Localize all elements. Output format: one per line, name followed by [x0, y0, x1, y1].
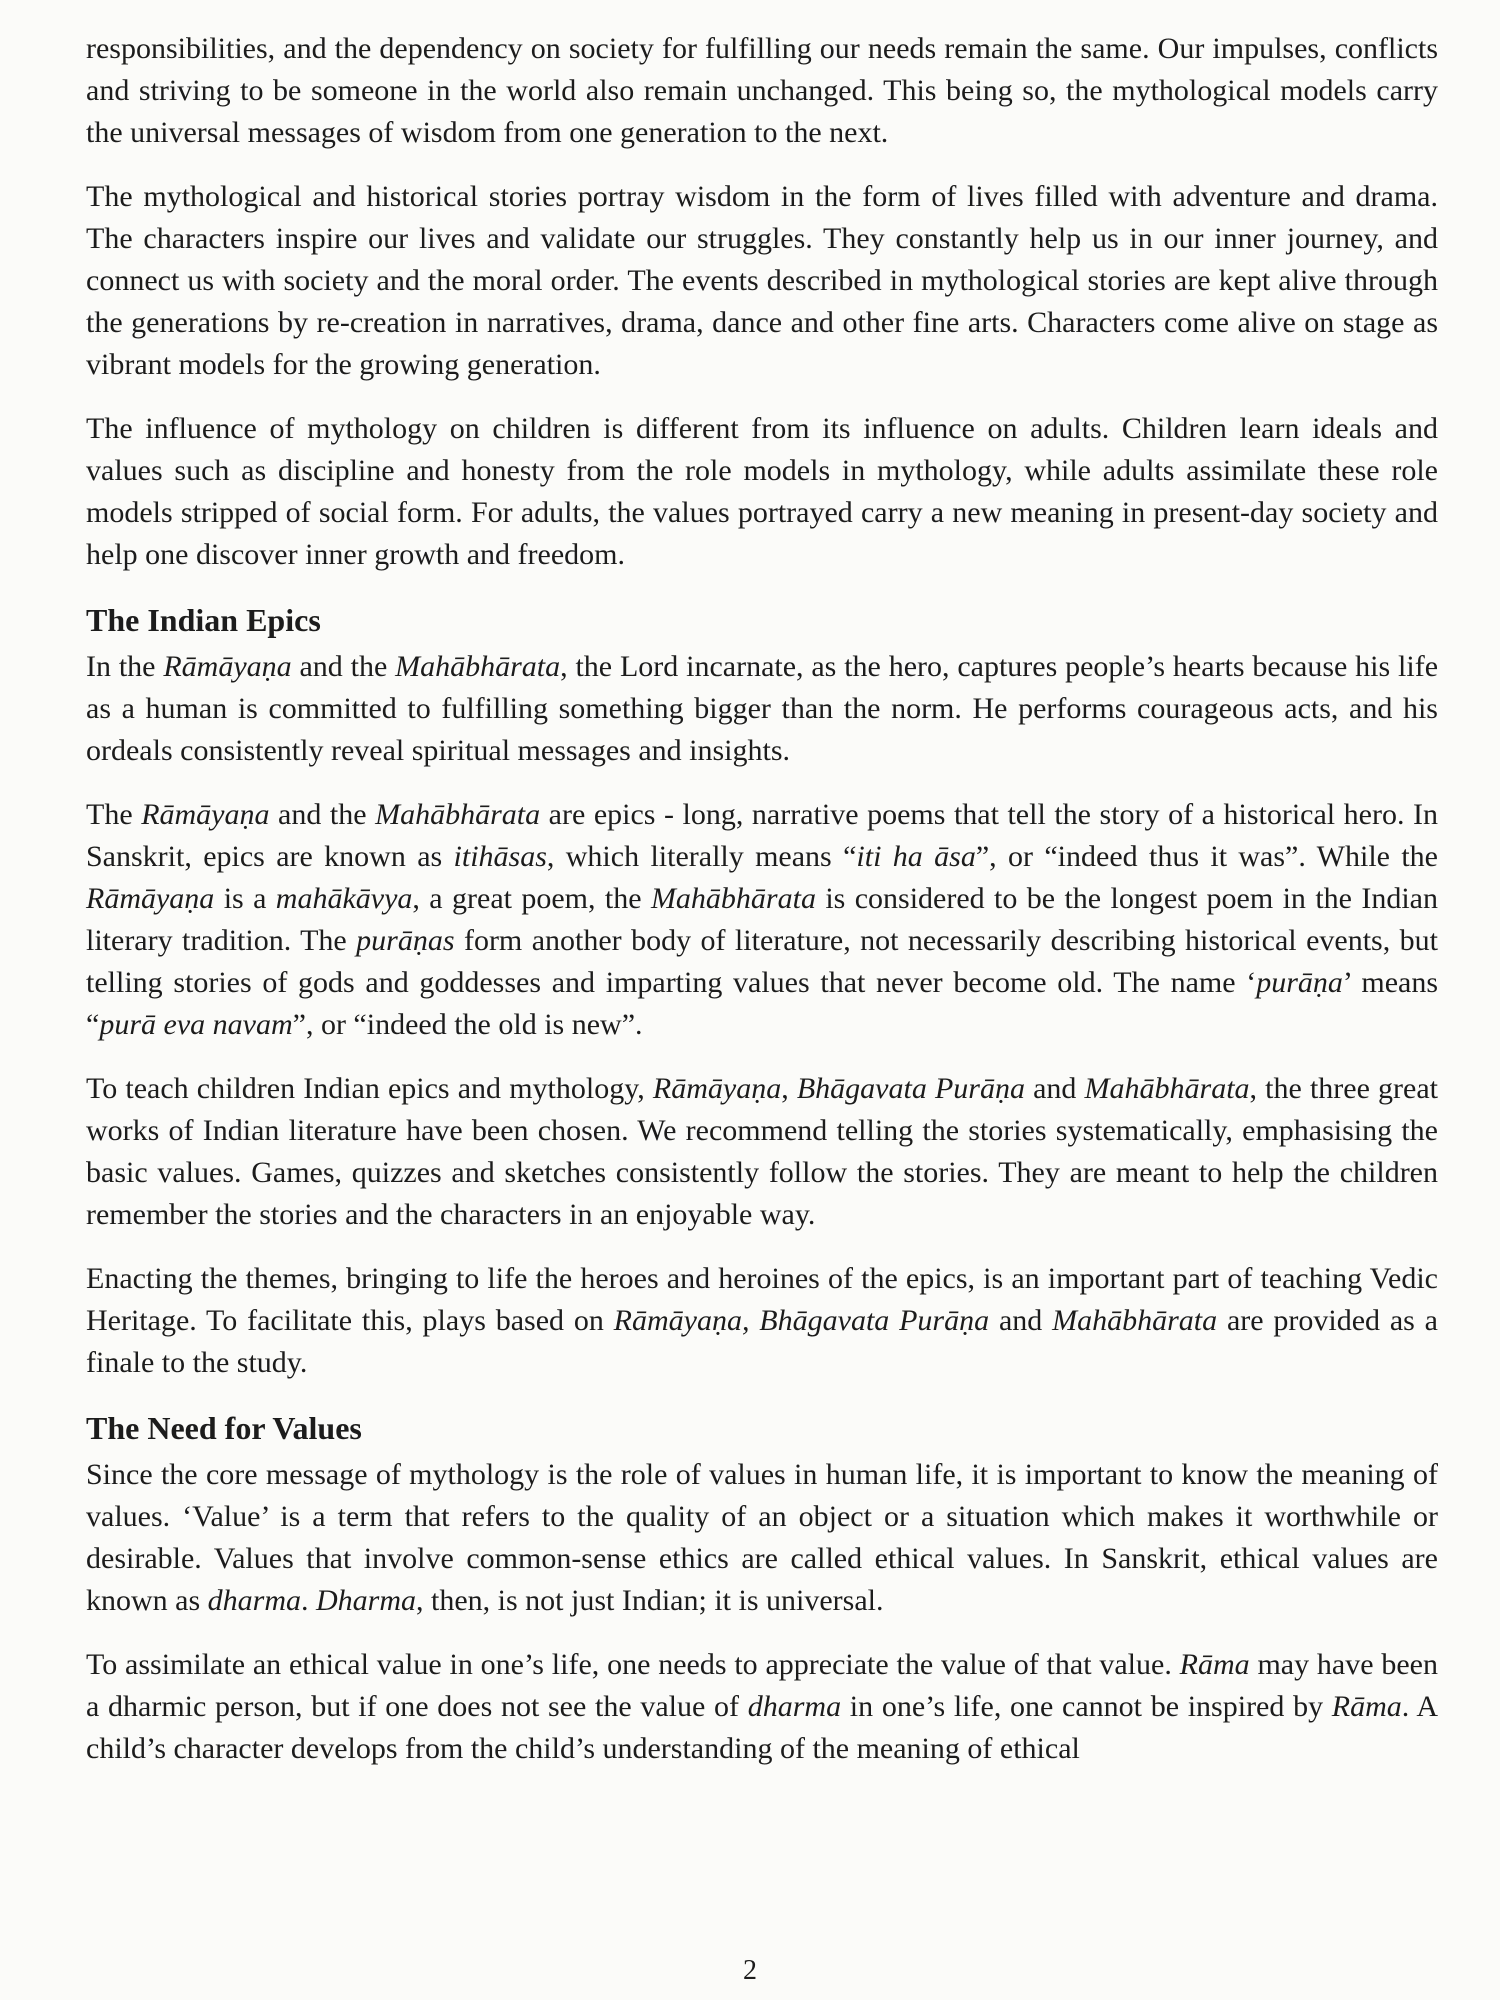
paragraph-4: In the Rāmāyaṇa and the Mahābhārata, the Lord incarnate, as the hero, captures people’s hearts because his life as a human is committed to fulfilling something bigger than the norm. He performs courageous acts, and his ordeals consistently reveal spiritual messages and insights. — [86, 650, 1439, 767]
paragraph-3: The influence of mythology on children is different from its influence on adults. Children learn ideals and values such as discipline and honesty from the role models in mythology, while adults assimilate these role models stripped of social form. For adults, the values portrayed carry a new meaning in present-day society and help one discover inner growth and freedom. — [86, 412, 1438, 571]
paragraph-9: To assimilate an ethical value in one’s life, one needs to appreciate the value of that value. Rāma may have been a dharmic person, but if one does not see the value of dharma in one’s life, one cannot be inspired by Rāma. A child’s character develops from the child’s understanding of the meaning of ethical — [86, 1648, 1438, 1765]
paragraph-7: Enacting the themes, bringing to life the heroes and heroines of the epics, is an important part of teaching Vedic Heritage. To facilitate this, plays based on Rāmāyaṇa, Bhāgavata Purāṇa and Mahābhārata are provided as a finale to the study. — [86, 1262, 1438, 1379]
document-page — [86, 28, 1438, 1792]
paragraph-6: To teach children Indian epics and mythology, Rāmāyaṇa, Bhāgavata Purāṇa and Mahābhārata, the three great works of Indian literature have been chosen. We recommend telling the stories systematically, emphasising the basic values. Games, quizzes and sketches consistently follow the stories. They are meant to help the children remember the stories and the characters in an enjoyable way. — [86, 1072, 1439, 1231]
paragraph-5: The Rāmāyaṇa and the Mahābhārata are epics - long, narrative poems that tell the story of a historical hero. In Sanskrit, epics are known as itihāsas, which literally means “iti ha āsa”, or “indeed thus it was”. While the Rāmāyaṇa is a mahākāvya, a great poem, the Mahābhārata is considered to be the longest poem in the Indian literary tradition. The purāṇas form another body of literature, not necessarily describing historical events, but telling stories of gods and goddesses and imparting values that never become old. The name ‘purāṇa’ means “purā eva navam”, or “indeed the old is new”. — [86, 798, 1439, 1041]
paragraph-2: The mythological and historical stories portray wisdom in the form of lives filled with adventure and drama. The characters inspire our lives and validate our struggles. They constantly help us in our inner journey, and connect us with society and the moral order. The events described in mythological stories are kept alive through the generations by re-creation in narratives, drama, dance and other fine arts. Characters come alive on stage as vibrant models for the growing generation. — [86, 180, 1438, 381]
page-number: 2 — [743, 1955, 757, 1986]
section-heading-indian-epics: The Indian Epics — [86, 602, 321, 638]
section-heading-need-for-values: The Need for Values — [86, 1410, 362, 1446]
paragraph-8: Since the core message of mythology is the role of values in human life, it is important to know the meaning of values. ‘Value’ is a term that refers to the quality of an object or a situation which makes it worthwhile or desirable. Values that involve common-sense ethics are called ethical values. In Sanskrit, ethical values are known as dharma. Dharma, then, is not just Indian; it is universal. — [86, 1458, 1438, 1617]
paragraph-1: responsibilities, and the dependency on society for fulfilling our needs remain the same. Our impulses, conflicts and striving to be someone in the world also remain unchanged. This being so, the mythological models carry the universal messages of wisdom from one generation to the next. — [86, 32, 1438, 149]
